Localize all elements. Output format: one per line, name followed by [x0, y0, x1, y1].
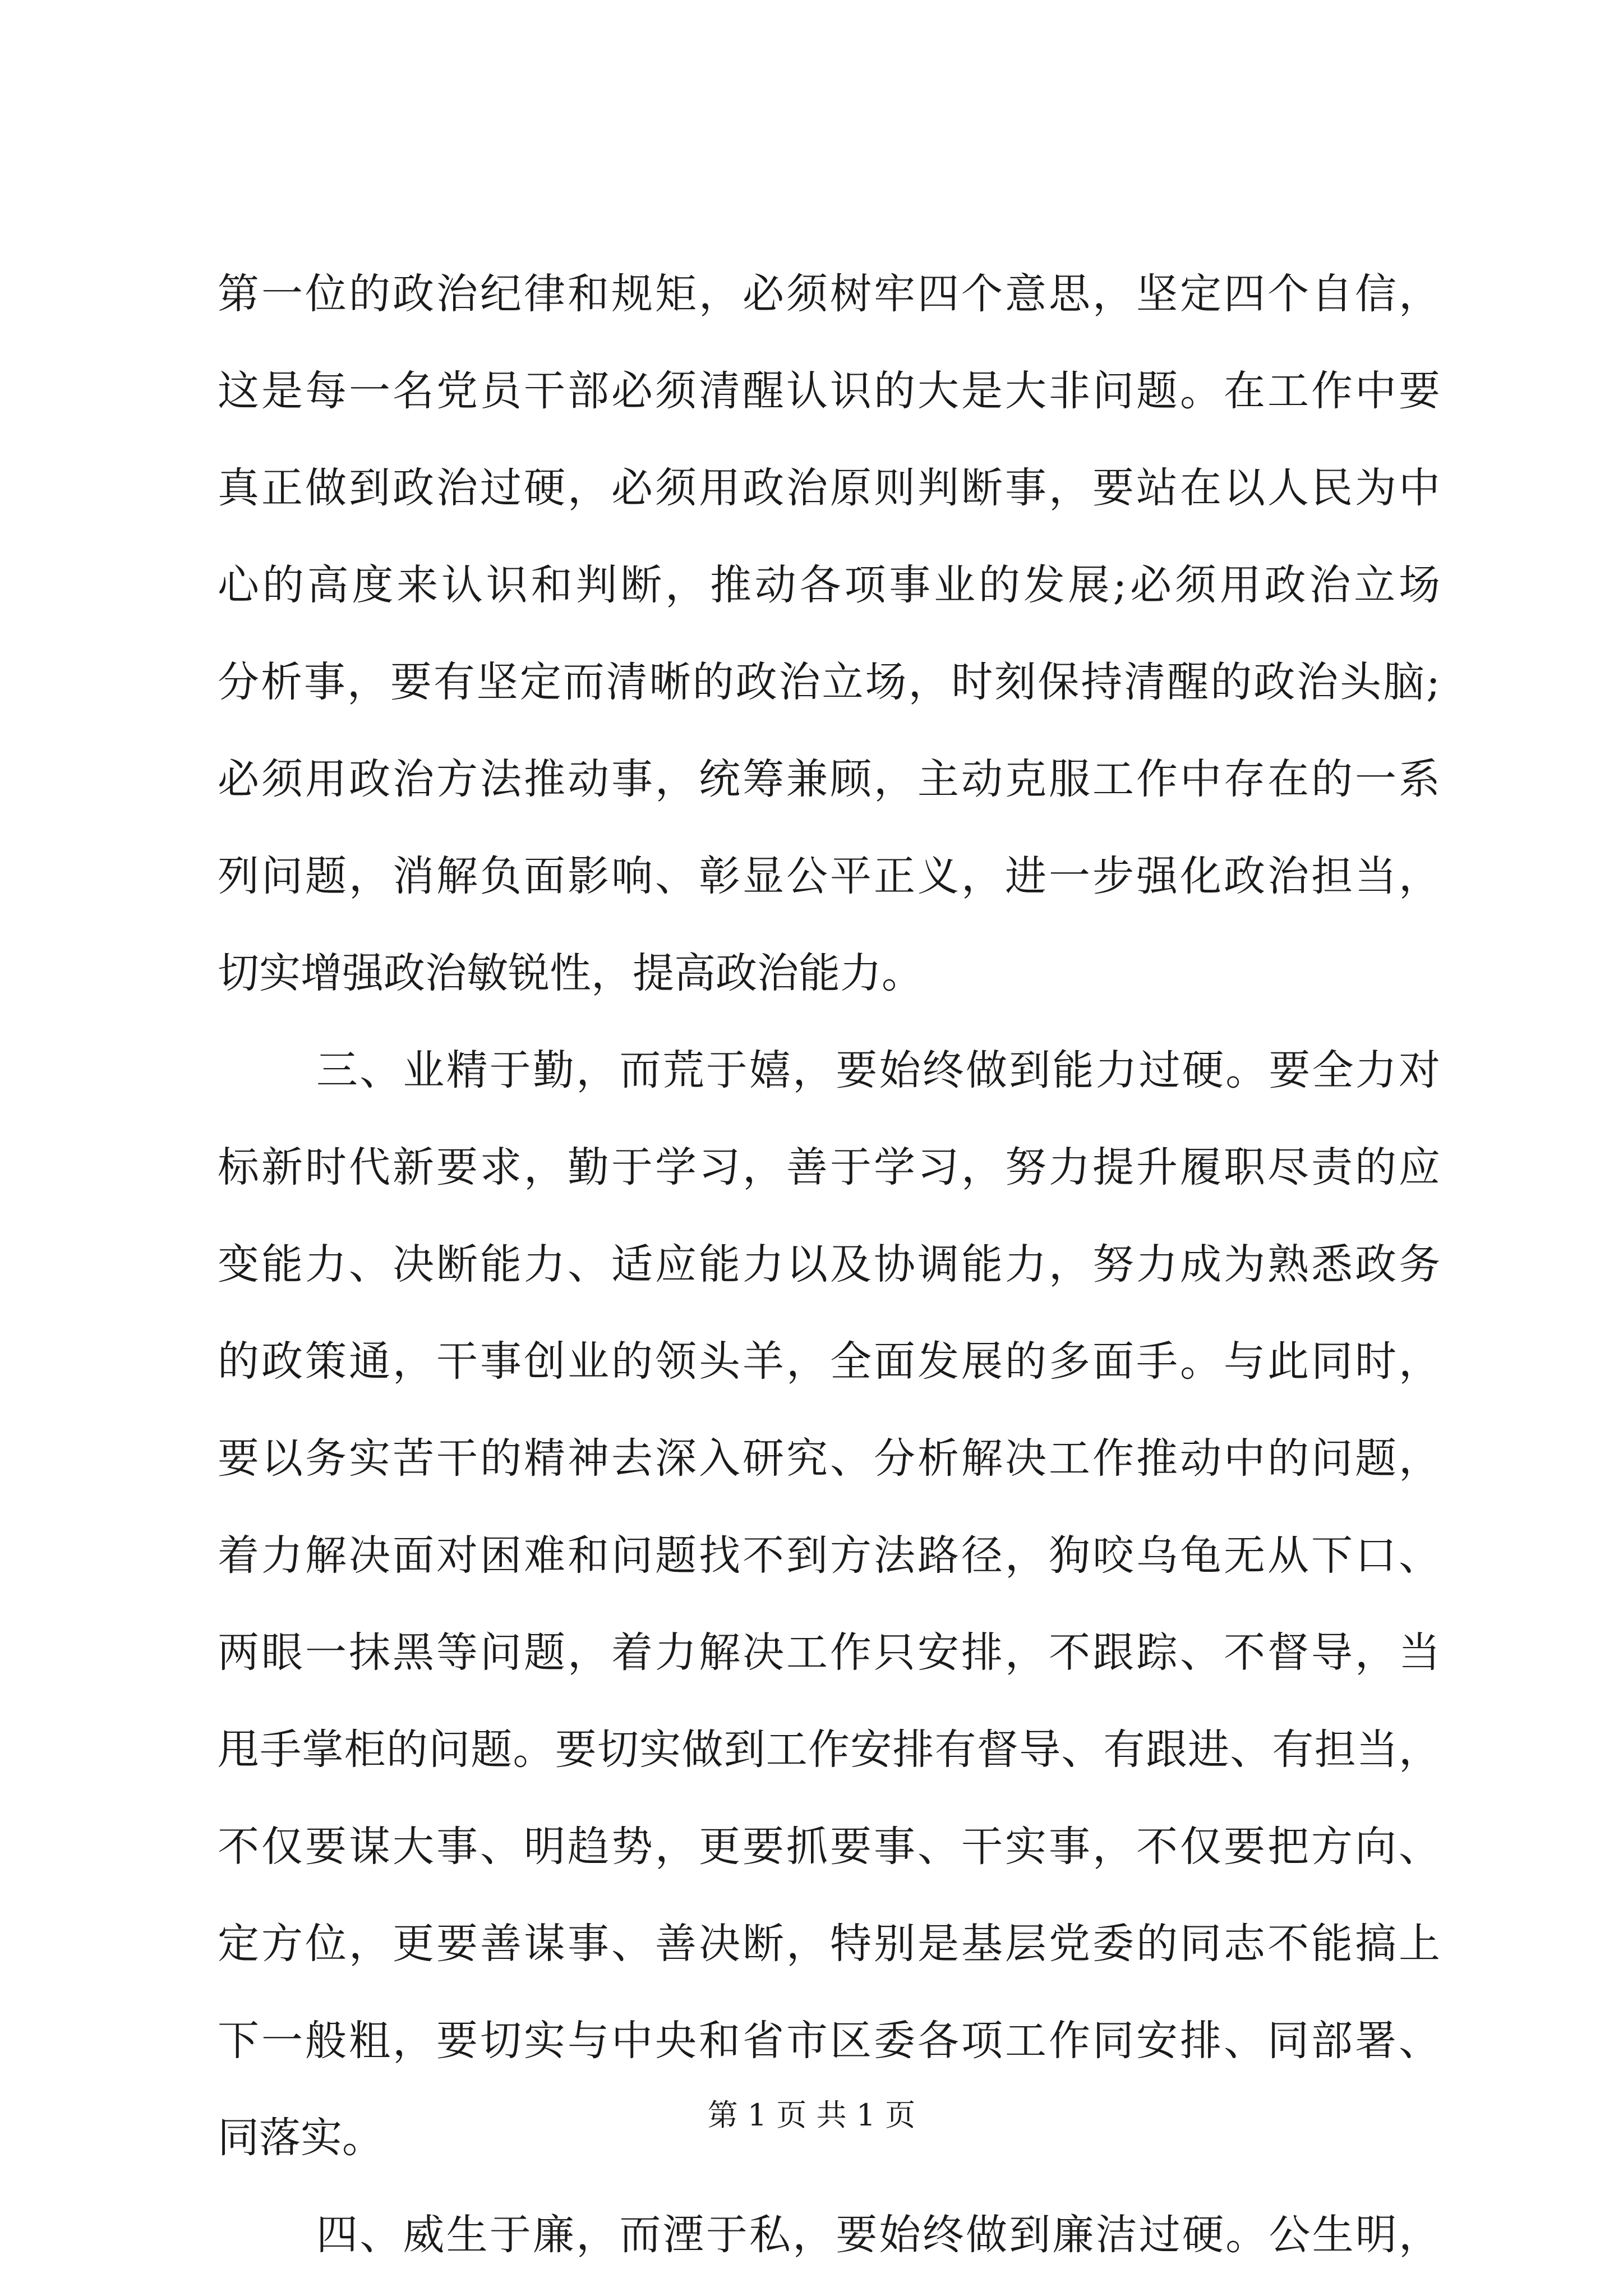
text-line: 的政策通，干事创业的领头羊，全面发展的多面手。与此同时， — [218, 1337, 1440, 1386]
text-line: 不仅要谋大事、明趋势，更要抓要事、干实事，不仅要把方向、 — [218, 1823, 1440, 1871]
text-line: 切实增强政治敏锐性，提高政治能力。 — [218, 949, 923, 997]
paragraph-first-line: 四、威生于廉，而湮于私，要始终做到廉洁过硬。公生明， — [316, 2211, 1440, 2259]
page-footer — [0, 2096, 1623, 2135]
text-line: 下一般粗，要切实与中央和省市区委各项工作同安排、同部署、 — [218, 2017, 1440, 2065]
text-line: 同落实。 — [218, 2114, 384, 2162]
text-line: 心的高度来认识和判断，推动各项事业的发展;必须用政治立场 — [218, 561, 1440, 609]
text-line: 甩手掌柜的问题。要切实做到工作安排有督导、有跟进、有担当， — [218, 1726, 1440, 1774]
text-line: 要以务实苦干的精神去深入研究、分析解决工作推动中的问题， — [218, 1434, 1440, 1483]
text-line: 这是每一名党员干部必须清醒认识的大是大非问题。在工作中要 — [218, 367, 1440, 415]
text-line: 分析事，要有坚定而清晰的政治立场，时刻保持清醒的政治头脑; — [218, 658, 1440, 706]
text-line: 列问题，消解负面影响、彰显公平正义，进一步强化政治担当， — [218, 852, 1440, 900]
text-line: 两眼一抹黑等问题，着力解决工作只安排，不跟踪、不督导，当 — [218, 1628, 1440, 1677]
text-line: 必须用政治方法推动事，统筹兼顾，主动克服工作中存在的一系 — [218, 755, 1440, 803]
paragraph-first-line: 三、业精于勤，而荒于嬉，要始终做到能力过硬。要全力对 — [316, 1046, 1440, 1094]
body-text — [218, 246, 1440, 2284]
text-line: 真正做到政治过硬，必须用政治原则判断事，要站在以人民为中 — [218, 464, 1440, 512]
text-line: 标新时代新要求，勤于学习，善于学习，努力提升履职尽责的应 — [218, 1143, 1440, 1191]
text-line: 着力解决面对困难和问题找不到方法路径，狗咬乌龟无从下口、 — [218, 1531, 1440, 1580]
text-line: 变能力、决断能力、适应能力以及协调能力，努力成为熟悉政务 — [218, 1240, 1440, 1289]
text-line: 第一位的政治纪律和规矩，必须树牢四个意思，坚定四个自信， — [218, 270, 1440, 318]
page-number-label: 第 1 页 共 1 页 — [707, 2097, 916, 2133]
text-line: 定方位，更要善谋事、善决断，特别是基层党委的同志不能搞上 — [218, 1920, 1440, 1968]
